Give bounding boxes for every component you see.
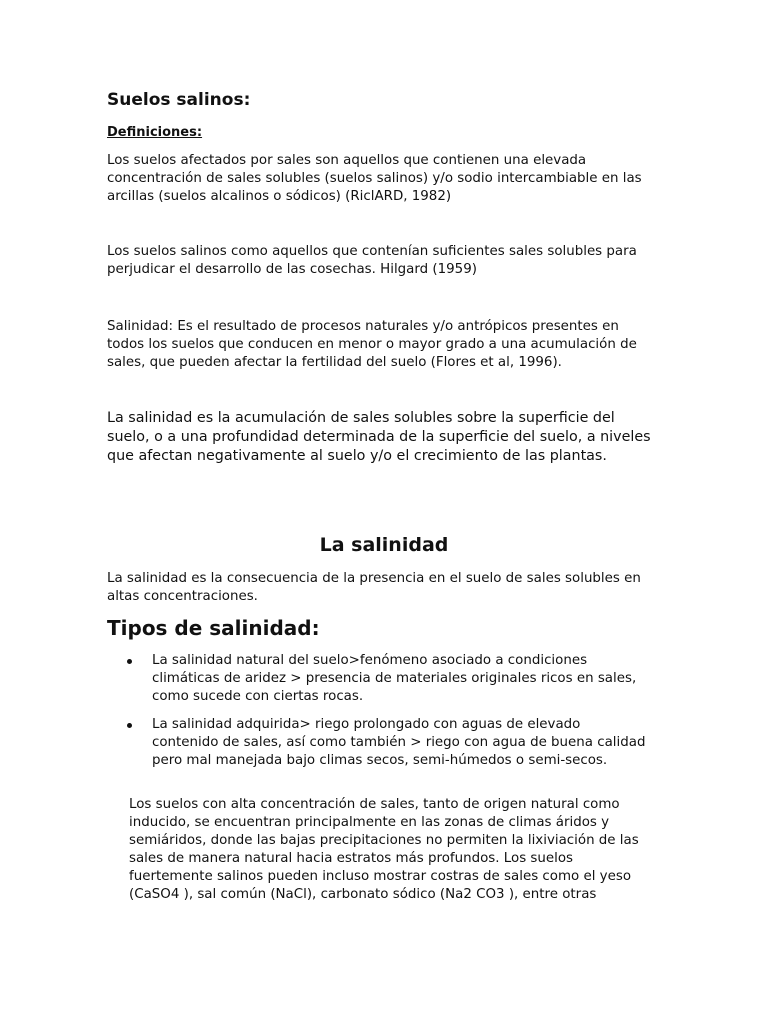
heading-tipos-de-salinidad: Tipos de salinidad: — [107, 616, 320, 640]
heading-suelos-salinos: Suelos salinos: — [107, 90, 251, 110]
paragraph-line: Los suelos salinos como aquellos que contenían suficientes sales solubles para — [107, 244, 637, 259]
paragraph-line: perjudicar el desarrollo de las cosechas. Hilgard (1959) — [107, 262, 477, 277]
paragraph-line: concentración de sales solubles (suelos salinos) y/o sodio intercambiable en las — [107, 171, 642, 186]
bullet-icon — [127, 723, 132, 728]
paragraph-definition-2 — [107, 243, 637, 279]
paragraph-intro — [107, 570, 641, 606]
paragraph-definition-3 — [107, 318, 637, 372]
heading-la-salinidad: La salinidad — [319, 534, 449, 556]
paragraph-line: (CaSO4 ), sal común (NaCl), carbonato sódico (Na2 CO3 ), entre otras — [129, 887, 597, 902]
paragraph-line: Los suelos afectados por sales son aquellos que contienen una elevada — [107, 153, 587, 168]
paragraph-line: Los suelos con alta concentración de sales, tanto de origen natural como — [129, 797, 620, 812]
paragraph-closing — [129, 796, 639, 904]
paragraph-definition-1 — [107, 152, 642, 206]
paragraph-line: arcillas (suelos alcalinos o sódicos) (RiclARD, 1982) — [107, 189, 452, 204]
paragraph-line: sales, que pueden afectar la fertilidad del suelo (Flores et al, 1996). — [107, 355, 562, 370]
list-item-line: pero mal manejada bajo climas secos, semi-húmedos o semi-secos. — [152, 753, 608, 768]
paragraph-line: semiáridos, donde las bajas precipitaciones no permiten la lixiviación de las — [129, 833, 639, 848]
list-item-text — [152, 652, 636, 706]
paragraph-line: La salinidad es la acumulación de sales solubles sobre la superficie del — [107, 410, 615, 426]
list-item-line: climáticas de aridez > presencia de materiales originales ricos en sales, — [152, 671, 637, 686]
bullet-icon — [127, 659, 132, 664]
paragraph-line: fuertemente salinos pueden incluso mostrar costras de sales como el yeso — [129, 869, 632, 884]
paragraph-line: Salinidad: Es el resultado de procesos naturales y/o antrópicos presentes en — [107, 319, 619, 334]
paragraph-line: todos los suelos que conducen en menor o mayor grado a una acumulación de — [107, 337, 637, 352]
list-item-line: La salinidad natural del suelo>fenómeno asociado a condiciones — [152, 653, 588, 668]
paragraph-line: La salinidad es la consecuencia de la presencia en el suelo de sales solubles en — [107, 571, 641, 586]
paragraph-line: que afectan negativamente al suelo y/o el crecimiento de las plantas. — [107, 448, 607, 464]
list-item-line: La salinidad adquirida> riego prolongado con aguas de elevado — [152, 717, 581, 732]
paragraph-line: altas concentraciones. — [107, 589, 258, 604]
list-item-line: como sucede con ciertas rocas. — [152, 689, 364, 704]
paragraph-line: suelo, o a una profundidad determinada de la superficie del suelo, a niveles — [107, 429, 651, 445]
list-item-line: contenido de sales, así como también > riego con agua de buena calidad — [152, 735, 646, 750]
paragraph-line: inducido, se encuentran principalmente en las zonas de climas áridos y — [129, 815, 610, 830]
heading-definiciones: Definiciones: — [107, 125, 203, 140]
paragraph-line: sales de manera natural hacia estratos más profundos. Los suelos — [129, 851, 574, 866]
list-item-text — [152, 716, 645, 770]
paragraph-definition-4 — [107, 409, 651, 466]
